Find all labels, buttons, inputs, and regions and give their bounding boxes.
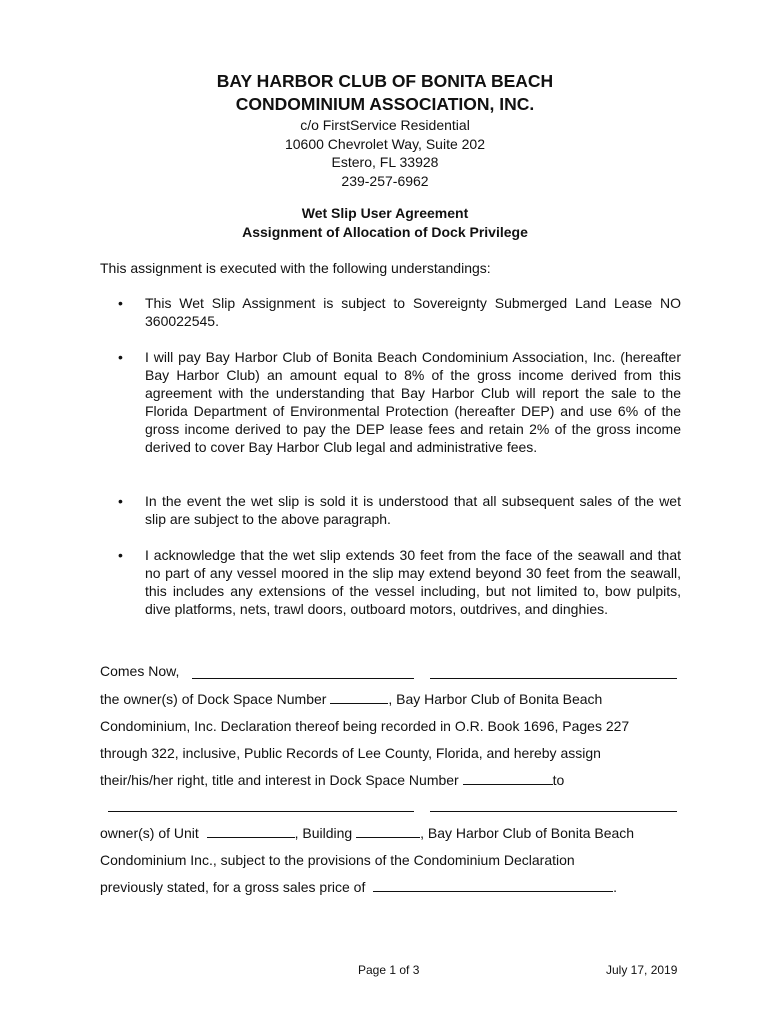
unit-number-field[interactable]: [207, 825, 295, 838]
page-number: Page 1 of 3: [358, 963, 420, 977]
comes-now-label: Comes Now,: [100, 663, 180, 679]
phone-number: 239-257-6962: [341, 172, 429, 189]
org-name-line1: BAY HARBOR CLUB OF BONITA BEACH: [216, 71, 554, 91]
dock-number-suffix: , Bay Harbor Club of Bonita Beach: [388, 691, 603, 707]
building-label: , Building: [294, 825, 353, 841]
subject-line: Condominium Inc., subject to the provisions of the Condominium Declaration: [100, 852, 575, 868]
assignee-name-field-1[interactable]: [108, 811, 414, 812]
list-item-text: This Wet Slip Assignment is subject to Sovereignty Submerged Land Lease NO 360022545.: [145, 295, 681, 329]
assignor-name-field-1[interactable]: [192, 678, 414, 679]
dock-number-prefix: the owner(s) of Dock Space Number: [100, 691, 327, 707]
assigned-dock-number-field[interactable]: [463, 772, 553, 785]
unit-label: owner(s) of Unit: [100, 825, 199, 841]
assignee-name-field-2[interactable]: [430, 811, 677, 812]
document-subtitle: Assignment of Allocation of Dock Privilege: [242, 223, 528, 240]
city-state-zip: Estero, FL 33928: [331, 154, 439, 170]
comes-now-line: [100, 662, 179, 680]
dock-space-number-field[interactable]: [330, 691, 388, 704]
sales-price-period: .: [613, 879, 618, 895]
dock-number-line: [100, 690, 602, 708]
document-titles: [0, 204, 770, 241]
bullet-marker: •: [118, 349, 123, 365]
gross-sales-price-field[interactable]: [373, 879, 613, 892]
org-name-line2: CONDOMINIUM ASSOCIATION, INC.: [235, 94, 535, 114]
declaration-line: Condominium, Inc. Declaration thereof being recorded in O.R. Book 1696, Pages 227: [100, 718, 630, 734]
list-item-text: In the event the wet slip is sold it is understood that all subsequent sales of the wet slip are subject to the above paragraph.: [145, 493, 681, 527]
sales-price-line: [100, 878, 617, 896]
bullet-marker: •: [118, 493, 123, 509]
building-field[interactable]: [356, 825, 420, 838]
intro-paragraph: This assignment is executed with the following understandings:: [100, 260, 491, 276]
assign-right-suffix: to: [552, 772, 565, 788]
document-title: Wet Slip User Agreement: [301, 205, 469, 221]
letterhead: [0, 70, 770, 190]
document-date: July 17, 2019: [606, 963, 678, 977]
unit-building-line: [100, 824, 634, 842]
assign-right-prefix: their/his/her right, title and interest in Dock Space Number: [100, 772, 459, 788]
bullet-marker: •: [118, 295, 123, 311]
care-of-line: c/o FirstService Residential: [300, 117, 470, 133]
assign-right-line: [100, 771, 564, 789]
street-address: 10600 Chevrolet Way, Suite 202: [284, 135, 485, 152]
unit-line-suffix: , Bay Harbor Club of Bonita Beach: [420, 825, 635, 841]
assignor-name-field-2[interactable]: [430, 678, 677, 679]
sales-price-label: previously stated, for a gross sales price of: [100, 879, 366, 895]
public-records-line: through 322, inclusive, Public Records of Lee County, Florida, and hereby assign: [100, 745, 601, 761]
bullet-marker: •: [118, 547, 123, 563]
list-item-text: I acknowledge that the wet slip extends 30 feet from the face of the seawall and that no part of any vessel moored in the slip may extend beyond 30 feet from the seawall, this includes any extensions of the vessel including, but not limited to, bow pulpits, dive platforms, nets, trawl doors, outboard motors, outdrives, and dinghies.: [145, 547, 681, 617]
list-item-text: I will pay Bay Harbor Club of Bonita Beach Condominium Association, Inc. (hereafter Bay Harbor Club) an amount equal to 8% of the gross income derived from this agreement with the understanding that Bay Harbor Club will report the sale to the Florida Department of Environmental Protection (hereafter DEP) and use 6% of the gross income derived to pay the DEP lease fees and retain 2% of the gross income derived to cover Bay Harbor Club legal and administrative fees.: [145, 349, 681, 455]
